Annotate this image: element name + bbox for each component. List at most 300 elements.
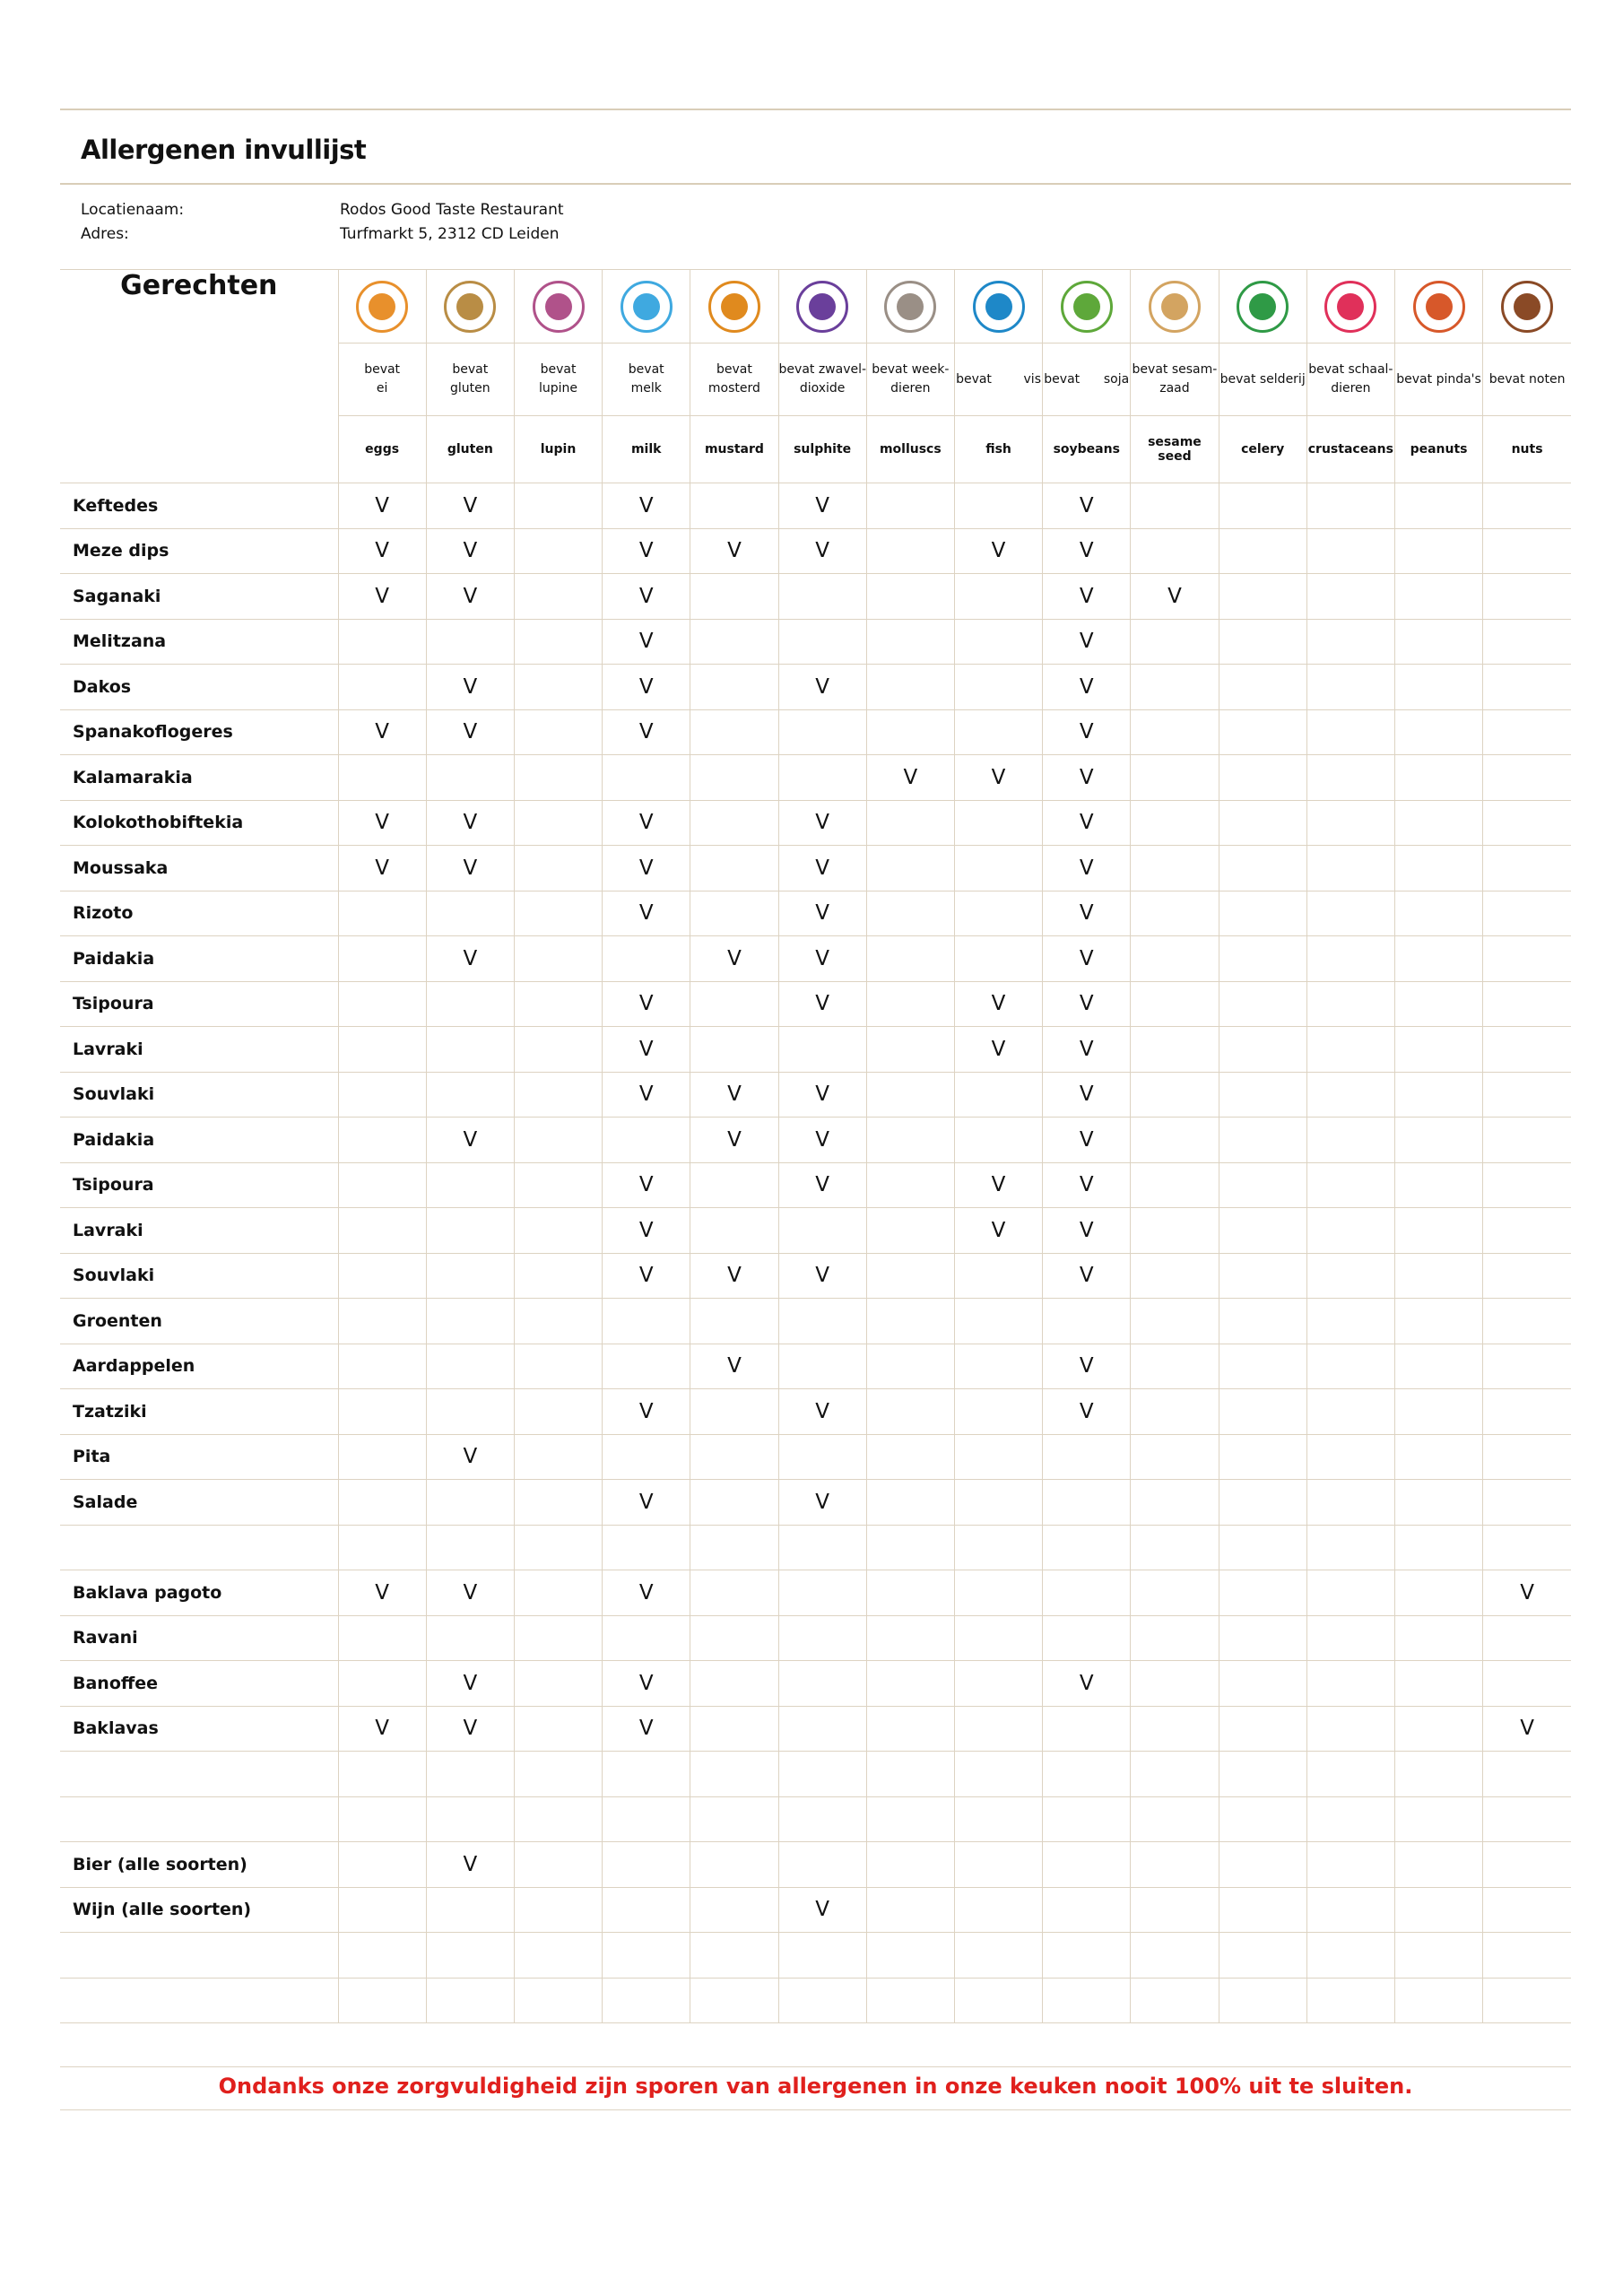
table-row [60,1208,1571,1254]
allergen-mark [1131,1933,1219,1979]
allergen-mark [1219,1344,1306,1389]
allergen-mark [690,891,778,936]
allergen-mark [954,483,1042,529]
allergen-mark: V [1043,846,1131,891]
allergen-mark [338,1752,426,1797]
dish-name: Salade [60,1480,338,1526]
allergen-label-nl-line1: bevat [628,362,664,377]
allergen-icon-cell [1043,270,1131,344]
allergen-mark [1219,846,1306,891]
allergen-mark [1306,1162,1394,1208]
allergen-mark [426,755,514,801]
allergen-mark: V [426,936,514,982]
allergen-mark [1394,1661,1482,1707]
sesame-icon [1149,281,1201,333]
allergen-mark: V [603,800,690,846]
allergen-mark [1306,1842,1394,1888]
allergen-mark [778,1933,866,1979]
allergen-mark [866,1118,954,1163]
allergen-mark: V [690,936,778,982]
allergen-mark [1306,846,1394,891]
allergen-mark [1219,574,1306,620]
allergen-label-en: soybeans [1043,416,1131,483]
allergen-mark [1394,1525,1482,1570]
allergen-mark [1219,755,1306,801]
allergen-mark [514,755,602,801]
dish-name: Pita [60,1434,338,1480]
allergen-mark [1131,846,1219,891]
allergen-mark [778,1796,866,1842]
allergen-mark [1219,1570,1306,1616]
allergen-mark [954,665,1042,710]
allergen-label-nl [1306,344,1394,416]
allergen-mark [338,1796,426,1842]
allergen-mark [1483,1208,1571,1254]
icon-glyph [1337,293,1364,320]
allergen-mark: V [426,846,514,891]
table-row [60,1027,1571,1073]
allergen-mark [1394,1570,1482,1616]
allergen-mark [954,1933,1042,1979]
allergen-mark [338,1072,426,1118]
allergen-mark [1219,528,1306,574]
allergen-mark [1394,981,1482,1027]
allergen-mark [778,1208,866,1254]
allergen-mark [866,1480,954,1526]
allergen-mark [514,665,602,710]
allergen-mark [778,1299,866,1344]
table-bottom-rule [60,2023,1571,2024]
allergen-mark [954,936,1042,982]
allergen-mark [1043,1933,1131,1979]
allergen-mark [1394,1480,1482,1526]
allergen-mark [1219,1208,1306,1254]
allergen-mark: V [1043,981,1131,1027]
allergen-label-en: mustard [690,416,778,483]
allergen-mark [1219,1842,1306,1888]
allergen-mark [866,665,954,710]
allergen-mark [1043,1525,1131,1570]
icon-glyph [1249,293,1276,320]
allergen-mark [1394,1344,1482,1389]
allergen-mark [1394,1027,1482,1073]
allergen-mark [954,574,1042,620]
divider [60,2066,1571,2067]
allergen-mark: V [1043,1344,1131,1389]
dish-name: Groenten [60,1299,338,1344]
icon-glyph [1426,293,1453,320]
allergen-mark [1394,1434,1482,1480]
allergen-mark [1483,1027,1571,1073]
allergen-mark: V [1043,1027,1131,1073]
allergen-mark [690,846,778,891]
allergen-mark [1131,1978,1219,2023]
allergen-label-nl-line1: bevat vis [956,371,1041,387]
allergen-mark: V [338,846,426,891]
allergen-label-nl-line1: bevat soja [1044,371,1130,387]
allergen-mark: V [778,1253,866,1299]
allergen-mark [1306,1253,1394,1299]
allergen-mark [338,1933,426,1979]
allergen-mark [426,1480,514,1526]
dish-name: Tzatziki [60,1389,338,1435]
allergen-label-nl-line2: lupine [539,381,578,396]
allergen-label-nl [1131,344,1219,416]
allergen-mark [338,619,426,665]
allergen-mark: V [603,483,690,529]
allergen-mark: V [1043,1118,1131,1163]
allergen-mark [954,1887,1042,1933]
allergen-mark [1131,1842,1219,1888]
allergen-mark: V [1131,574,1219,620]
allergen-mark [1131,1525,1219,1570]
allergen-label-nl-line2: gluten [450,381,490,396]
table-row [60,936,1571,982]
allergen-mark [338,1253,426,1299]
allergen-mark: V [338,528,426,574]
allergen-mark [1394,1615,1482,1661]
allergen-mark [1131,1752,1219,1797]
allergen-mark [514,1253,602,1299]
allergen-mark [866,891,954,936]
table-row [60,574,1571,620]
allergen-mark [866,1253,954,1299]
allergen-mark [866,1162,954,1208]
allergen-mark [866,528,954,574]
allergen-mark: V [954,528,1042,574]
allergen-mark [1483,1344,1571,1389]
allergen-mark [1394,528,1482,574]
allergen-mark [954,1434,1042,1480]
allergen-mark [1306,483,1394,529]
allergen-mark: V [778,483,866,529]
allergen-mark [866,1796,954,1842]
allergen-mark [603,1887,690,1933]
allergen-mark: V [426,1434,514,1480]
allergen-mark: V [603,1162,690,1208]
allergen-mark [603,1615,690,1661]
allergen-mark [1219,1615,1306,1661]
allergen-mark: V [954,981,1042,1027]
allergen-label-en: eggs [338,416,426,483]
dish-name: Spanakoflogeres [60,709,338,755]
allergen-mark [866,1661,954,1707]
allergen-mark [514,619,602,665]
icon-glyph [1161,293,1188,320]
disclaimer: Ondanks onze zorgvuldigheid zijn sporen van allergenen in onze keuken nooit 100% uit te sluiten. [218,2074,1413,2099]
allergen-mark [1043,1570,1131,1616]
allergen-mark [954,1615,1042,1661]
table-row [60,1162,1571,1208]
allergen-mark [1306,1615,1394,1661]
allergen-mark [1306,1887,1394,1933]
allergen-mark [1483,619,1571,665]
allergen-mark [690,1389,778,1435]
allergen-mark [690,1027,778,1073]
allergen-mark [1306,1118,1394,1163]
allergen-mark [1306,1344,1394,1389]
allergen-mark [1131,1344,1219,1389]
allergen-mark [514,936,602,982]
allergen-mark [1483,1842,1571,1888]
table-row [60,1978,1571,2023]
allergen-mark [514,1434,602,1480]
allergen-mark [690,619,778,665]
allergen-mark [1131,709,1219,755]
allergen-mark: V [603,891,690,936]
allergen-mark [778,1027,866,1073]
table-row [60,1344,1571,1389]
table-row [60,1796,1571,1842]
dish-name: Tsipoura [60,981,338,1027]
allergen-mark [514,1706,602,1752]
allergen-mark [1131,1208,1219,1254]
divider [60,2109,1571,2110]
allergen-mark [1219,1525,1306,1570]
allergen-mark [1131,800,1219,846]
allergen-mark [426,1162,514,1208]
allergen-mark: V [603,528,690,574]
allergen-mark [1483,665,1571,710]
allergen-mark [954,1661,1042,1707]
dish-name: Ravani [60,1615,338,1661]
allergen-mark [1306,891,1394,936]
allergen-mark [1394,755,1482,801]
allergen-mark [866,1434,954,1480]
allergen-label-en: fish [954,416,1042,483]
allergen-mark [603,1933,690,1979]
allergen-mark: V [1043,755,1131,801]
dish-name: Dakos [60,665,338,710]
allergen-mark: V [426,1842,514,1888]
allergen-mark [866,846,954,891]
allergen-mark [1043,1978,1131,2023]
allergen-mark: V [1043,1389,1131,1435]
allergen-mark: V [1043,1208,1131,1254]
allergen-mark [866,1027,954,1073]
allergen-mark [1483,1299,1571,1344]
allergen-mark: V [690,1344,778,1389]
allergen-mark [514,1796,602,1842]
allergen-mark [426,619,514,665]
allergen-mark [866,1208,954,1254]
allergen-mark [1306,1933,1394,1979]
table-row [60,1253,1571,1299]
allergen-mark [866,1706,954,1752]
allergen-label-nl [690,344,778,416]
allergen-mark: V [778,800,866,846]
milk-bottle-icon [621,281,673,333]
dish-name: Baklava pagoto [60,1570,338,1616]
allergen-mark [778,1344,866,1389]
allergen-mark: V [954,1162,1042,1208]
allergen-label-nl [1394,344,1482,416]
allergen-mark [1043,1299,1131,1344]
allergen-label-nl-line2: dieren [890,381,931,396]
allergen-mark [1306,1389,1394,1435]
allergen-mark: V [603,1253,690,1299]
allergen-mark: V [1483,1570,1571,1616]
dish-name: Bier (alle soorten) [60,1842,338,1888]
allergen-label-nl-line1: bevat selderij [1219,371,1306,387]
allergen-mark [1306,1570,1394,1616]
allergen-mark [1394,619,1482,665]
allergen-mark [426,1978,514,2023]
allergen-mark [1306,528,1394,574]
allergen-mark [690,981,778,1027]
allergen-mark [514,1752,602,1797]
allergen-mark [603,1299,690,1344]
allergen-mark [514,483,602,529]
dish-name [60,1978,338,2023]
allergen-mark [1306,1299,1394,1344]
allergen-mark: V [690,1072,778,1118]
allergen-mark [1131,1118,1219,1163]
table-row [60,981,1571,1027]
allergen-mark [866,1072,954,1118]
allergen-mark [514,1162,602,1208]
allergen-mark [426,981,514,1027]
allergen-mark: V [1043,891,1131,936]
allergen-mark [690,1978,778,2023]
table-row [60,1752,1571,1797]
allergen-mark [1394,1706,1482,1752]
allergen-mark [1483,709,1571,755]
table-row [60,1389,1571,1435]
allergen-mark: V [338,709,426,755]
allergen-mark [1483,1480,1571,1526]
allergen-mark [954,1253,1042,1299]
table-row [60,528,1571,574]
table-row [60,846,1571,891]
allergen-mark [426,1615,514,1661]
allergen-mark: V [1043,1072,1131,1118]
allergen-mark [1131,755,1219,801]
dish-name: Lavraki [60,1208,338,1254]
allergen-mark [514,981,602,1027]
allergen-mark: V [954,755,1042,801]
allergen-icon-cell [514,270,602,344]
allergen-mark: V [778,936,866,982]
allergen-label-nl-line1: bevat sesam- [1132,362,1218,377]
allergen-mark [1394,846,1482,891]
table-row [60,1615,1571,1661]
allergen-mark [1043,1842,1131,1888]
allergen-mark: V [603,1072,690,1118]
allergen-mark [866,574,954,620]
dish-name [60,1752,338,1797]
icon-glyph [897,293,924,320]
allergen-mark [690,1933,778,1979]
allergen-mark [1483,1434,1571,1480]
allergen-mark [954,709,1042,755]
allergen-mark: V [1483,1706,1571,1752]
allergen-mark [1483,936,1571,982]
allergen-mark [954,846,1042,891]
allergen-mark [1306,1706,1394,1752]
allergen-mark: V [1043,1253,1131,1299]
dish-name: Baklavas [60,1706,338,1752]
allergen-mark [338,891,426,936]
allergen-icon-cell [1131,270,1219,344]
allergen-mark [690,709,778,755]
allergen-mark [1219,1480,1306,1526]
allergen-mark [1394,1842,1482,1888]
allergen-mark [1306,1796,1394,1842]
allergen-mark [1483,1978,1571,2023]
allergen-mark [1043,1706,1131,1752]
allergen-mark: V [603,619,690,665]
allergen-mark [866,1344,954,1389]
allergen-mark [1306,1434,1394,1480]
allergen-mark [514,1072,602,1118]
allergen-mark [514,1389,602,1435]
allergen-mark [690,1525,778,1570]
allergen-mark [1306,665,1394,710]
allergen-mark [1131,1162,1219,1208]
allergen-mark: V [426,665,514,710]
dish-name: Paidakia [60,936,338,982]
dish-name: Souvlaki [60,1072,338,1118]
allergen-mark: V [603,846,690,891]
allergen-mark [1394,936,1482,982]
dish-name: Kolokothobiftekia [60,800,338,846]
allergen-mark [514,1208,602,1254]
allergen-mark [426,1253,514,1299]
allergen-mark [1219,800,1306,846]
allergen-icon-cell [426,270,514,344]
table-row [60,1434,1571,1480]
allergen-mark [1394,1887,1482,1933]
allergen-icon-cell [338,270,426,344]
lupin-icon [533,281,585,333]
allergen-mark [1306,1525,1394,1570]
allergen-mark [338,1118,426,1163]
allergen-label-nl [954,344,1042,416]
icon-glyph [809,293,836,320]
allergen-mark [514,709,602,755]
allergen-mark [1483,1796,1571,1842]
allergen-mark [778,574,866,620]
dish-name: Lavraki [60,1027,338,1073]
icon-glyph [1514,293,1541,320]
allergen-label-en: nuts [1483,416,1571,483]
icon-glyph [1073,293,1100,320]
allergen-mark [514,574,602,620]
allergen-mark: V [778,1072,866,1118]
allergen-mark [1131,891,1219,936]
allergen-mark [514,1842,602,1888]
allergen-mark: V [603,665,690,710]
allergen-mark: V [426,1118,514,1163]
allergen-mark [1131,981,1219,1027]
table-row [60,1842,1571,1888]
icon-glyph [985,293,1012,320]
icon-glyph [633,293,660,320]
allergen-mark [1219,1299,1306,1344]
egg-icon [356,281,408,333]
allergen-mark [1483,1162,1571,1208]
allergen-mark [338,1027,426,1073]
allergen-mark [778,619,866,665]
allergen-mark [1219,1072,1306,1118]
allergen-mark: V [426,574,514,620]
allergen-mark [1131,665,1219,710]
allergen-mark [1394,1933,1482,1979]
allergen-mark: V [778,1118,866,1163]
allergen-label-nl [426,344,514,416]
allergen-icon-cell [1219,270,1306,344]
